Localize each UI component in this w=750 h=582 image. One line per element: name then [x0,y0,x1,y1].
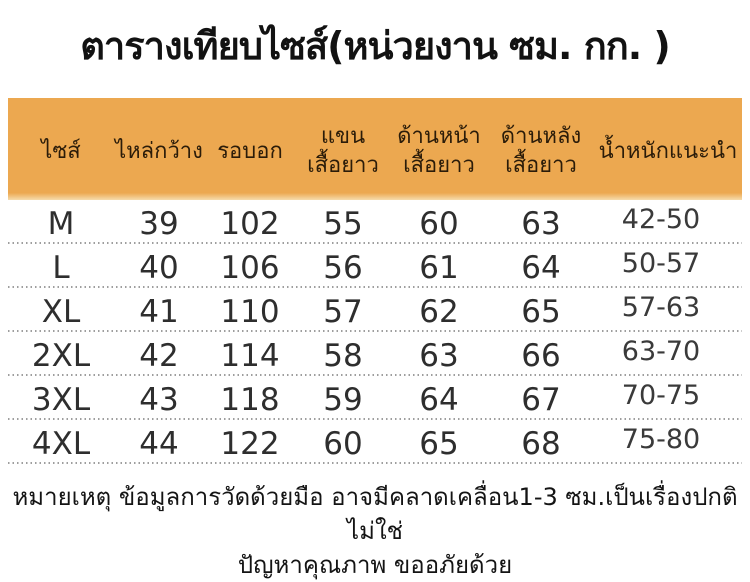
table-row [8,288,742,332]
size-table [8,98,742,464]
size-cell: 4XL [31,426,91,462]
sleeve-cell: 59 [323,382,363,418]
column-header-label: แขน [320,124,366,150]
weight-cell: 63-70 [621,335,701,367]
chest-cell: 110 [220,294,280,330]
sleeve-cell: 58 [323,338,363,374]
table-row [8,200,742,244]
weight-cell: 57-63 [621,291,701,323]
column-header-shoulder [114,132,204,167]
table-row [8,332,742,376]
table-row [8,420,742,464]
sleeve-cell: 55 [323,206,363,242]
size-cell: 2XL [31,338,91,374]
weight-cell: 75-80 [621,423,701,455]
column-header-front-length [390,117,488,180]
front-length-cell: 63 [419,338,459,374]
column-header-weight [594,132,742,167]
back-length-cell: 68 [521,426,561,462]
page-title: ตารางเทียบไซส์(หน่วยงาน ซม. กก. ) [80,24,670,68]
column-header-label: เสื้อยาว [307,153,379,178]
shoulder-cell: 39 [139,206,179,242]
table-header-row [8,98,742,200]
back-length-cell: 67 [521,382,561,418]
note-line-2: ปัญหาคุณภาพ ขออภัยด้วย [237,551,513,580]
back-length-cell: 66 [521,338,561,374]
column-header-chest [204,132,296,167]
shoulder-cell: 41 [139,294,179,330]
column-header-label: ด้านหน้า [397,124,481,150]
front-length-cell: 65 [419,426,459,462]
back-length-cell: 64 [521,250,561,286]
column-header-label: รอบอก [217,138,283,164]
back-length-cell: 63 [521,206,561,242]
column-header-label: ไหล่กว้าง [115,138,203,164]
shoulder-cell: 44 [139,426,179,462]
shoulder-cell: 43 [139,382,179,418]
chest-cell: 122 [220,426,280,462]
column-header-label: น้ำหนักแนะนำ [598,138,738,164]
table-row [8,376,742,420]
front-length-cell: 64 [419,382,459,418]
sleeve-cell: 56 [323,250,363,286]
weight-cell: 50-57 [621,247,701,279]
measurement-note [0,480,750,582]
column-header-sleeve [296,117,390,180]
size-cell: L [52,250,70,286]
column-header-size [8,132,114,167]
column-header-label: ด้านหลัง [500,124,582,150]
column-header-label: เสื้อยาว [505,153,577,178]
front-length-cell: 62 [419,294,459,330]
chest-cell: 106 [220,250,280,286]
chest-cell: 114 [220,338,280,374]
size-cell: 3XL [31,382,91,418]
weight-cell: 42-50 [621,203,701,235]
chest-cell: 118 [220,382,280,418]
note-line-1: หมายเหตุ ข้อมูลการวัดด้วยมือ อาจมีคลาดเคลื่อน1-3 ซม.เป็นเรื่องปกติ ไม่ใช่ [12,483,738,546]
front-length-cell: 60 [419,206,459,242]
shoulder-cell: 42 [139,338,179,374]
size-cell: M [47,206,75,242]
weight-cell: 70-75 [621,379,701,411]
sleeve-cell: 60 [323,426,363,462]
back-length-cell: 65 [521,294,561,330]
table-row [8,244,742,288]
front-length-cell: 61 [419,250,459,286]
sleeve-cell: 57 [323,294,363,330]
shoulder-cell: 40 [139,250,179,286]
size-cell: XL [41,294,81,330]
column-header-label: ไซส์ [41,138,81,164]
chest-cell: 102 [220,206,280,242]
column-header-label: เสื้อยาว [403,153,475,178]
column-header-back-length [488,117,594,180]
